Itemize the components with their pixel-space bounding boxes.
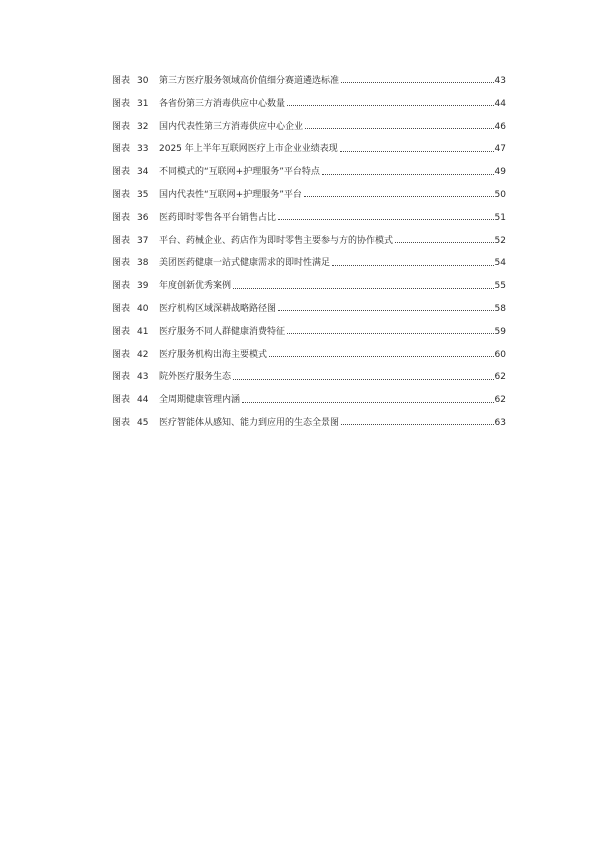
toc-entry-title: 各省份第三方消毒供应中心数量: [159, 98, 286, 109]
toc-entry-title: 医疗机构区域深耕战略路径图: [159, 303, 277, 314]
figure-list: [112, 70, 506, 435]
dot-leader: [269, 355, 494, 357]
toc-entry-title: 医疗服务不同人群健康消费特征: [159, 326, 286, 337]
toc-entry[interactable]: [112, 344, 506, 367]
dot-leader: [340, 150, 494, 152]
toc-entry-label: 图表: [112, 349, 131, 360]
toc-entry-page: 54: [494, 258, 506, 269]
toc-entry[interactable]: [112, 138, 506, 161]
toc-entry-page: 62: [494, 372, 506, 383]
toc-entry-title: 不同模式的“互联网+护理服务”平台特点: [159, 167, 320, 178]
toc-entry-number: 37: [137, 235, 149, 246]
dot-leader: [322, 173, 494, 175]
toc-entry-label: 图表: [112, 258, 131, 269]
dot-leader: [341, 81, 494, 83]
toc-entry[interactable]: [112, 184, 506, 207]
toc-entry-label: 图表: [112, 372, 131, 383]
toc-entry-page: 62: [494, 395, 506, 406]
toc-entry-page: 49: [494, 167, 506, 178]
toc-entry-number: 34: [137, 167, 149, 178]
dot-leader: [278, 309, 494, 311]
toc-entry-number: 40: [137, 303, 149, 314]
toc-entry-page: 58: [494, 303, 506, 314]
toc-entry[interactable]: [112, 207, 506, 230]
toc-entry-number: 31: [137, 98, 149, 109]
toc-entry-number: 44: [137, 395, 149, 406]
toc-entry-page: 43: [494, 76, 506, 86]
toc-entry[interactable]: [112, 161, 506, 184]
toc-entry[interactable]: [112, 116, 506, 139]
toc-entry[interactable]: [112, 230, 506, 253]
dot-leader: [332, 264, 494, 266]
toc-entry[interactable]: [112, 252, 506, 275]
toc-entry-title: 年度创新优秀案例: [159, 281, 232, 292]
dot-leader: [287, 104, 494, 106]
toc-entry-number: 43: [137, 372, 149, 383]
toc-entry-label: 图表: [112, 212, 131, 223]
toc-entry-title: 美团医药健康一站式健康需求的即时性满足: [159, 258, 331, 269]
toc-entry-number: 32: [137, 121, 149, 132]
toc-entry-title: 医药即时零售各平台销售占比: [159, 212, 277, 223]
toc-entry-number: 33: [137, 144, 149, 155]
toc-entry-page: 55: [494, 281, 506, 292]
toc-entry-number: 30: [137, 76, 149, 86]
toc-entry-label: 图表: [112, 121, 131, 132]
toc-entry-label: 图表: [112, 235, 131, 246]
toc-entry-number: 36: [137, 212, 149, 223]
toc-entry[interactable]: [112, 70, 506, 93]
toc-entry-title: 院外医疗服务生态: [159, 372, 232, 383]
toc-entry[interactable]: [112, 366, 506, 389]
toc-entry-number: 35: [137, 189, 149, 200]
dot-leader: [242, 401, 494, 403]
toc-entry-title: 2025 年上半年互联网医疗上市企业业绩表现: [159, 144, 338, 155]
toc-entry-label: 图表: [112, 167, 131, 178]
toc-entry-page: 50: [494, 189, 506, 200]
toc-entry-title: 全周期健康管理内涵: [159, 395, 241, 406]
toc-entry-page: 63: [494, 417, 506, 428]
toc-entry-label: 图表: [112, 76, 131, 86]
toc-entry[interactable]: [112, 412, 506, 435]
toc-entry-number: 38: [137, 258, 149, 269]
toc-entry-label: 图表: [112, 417, 131, 428]
dot-leader: [305, 127, 494, 129]
toc-entry-label: 图表: [112, 98, 131, 109]
toc-entry-label: 图表: [112, 326, 131, 337]
dot-leader: [278, 218, 494, 220]
toc-entry-title: 国内代表性第三方消毒供应中心企业: [159, 121, 304, 132]
toc-entry[interactable]: [112, 389, 506, 412]
toc-entry-label: 图表: [112, 189, 131, 200]
toc-entry-page: 47: [494, 144, 506, 155]
dot-leader: [233, 287, 494, 289]
dot-leader: [233, 378, 494, 380]
toc-entry-label: 图表: [112, 395, 131, 406]
toc-entry-number: 42: [137, 349, 149, 360]
toc-entry-number: 45: [137, 417, 149, 428]
dot-leader: [341, 423, 494, 425]
toc-entry-page: 59: [494, 326, 506, 337]
toc-entry-page: 60: [494, 349, 506, 360]
toc-entry[interactable]: [112, 298, 506, 321]
toc-entry-title: 国内代表性“互联网+护理服务”平台: [159, 189, 302, 200]
toc-entry[interactable]: [112, 93, 506, 116]
toc-entry-page: 44: [494, 98, 506, 109]
toc-entry-page: 52: [494, 235, 506, 246]
toc-entry-label: 图表: [112, 281, 131, 292]
toc-entry-title: 医疗智能体从感知、能力到应用的生态全景图: [159, 417, 340, 428]
toc-entry-title: 医疗服务机构出海主要模式: [159, 349, 268, 360]
dot-leader: [287, 332, 494, 334]
toc-entry-label: 图表: [112, 303, 131, 314]
toc-entry-title: 第三方医疗服务领域高价值细分赛道遴选标准: [159, 76, 340, 86]
toc-entry-number: 41: [137, 326, 149, 337]
dot-leader: [304, 195, 494, 197]
toc-entry[interactable]: [112, 321, 506, 344]
toc-entry-title: 平台、药械企业、药店作为即时零售主要参与方的协作模式: [159, 235, 394, 246]
toc-entry-page: 51: [494, 212, 506, 223]
toc-entry[interactable]: [112, 275, 506, 298]
dot-leader: [395, 241, 494, 243]
toc-entry-page: 46: [494, 121, 506, 132]
toc-entry-number: 39: [137, 281, 149, 292]
toc-entry-label: 图表: [112, 144, 131, 155]
